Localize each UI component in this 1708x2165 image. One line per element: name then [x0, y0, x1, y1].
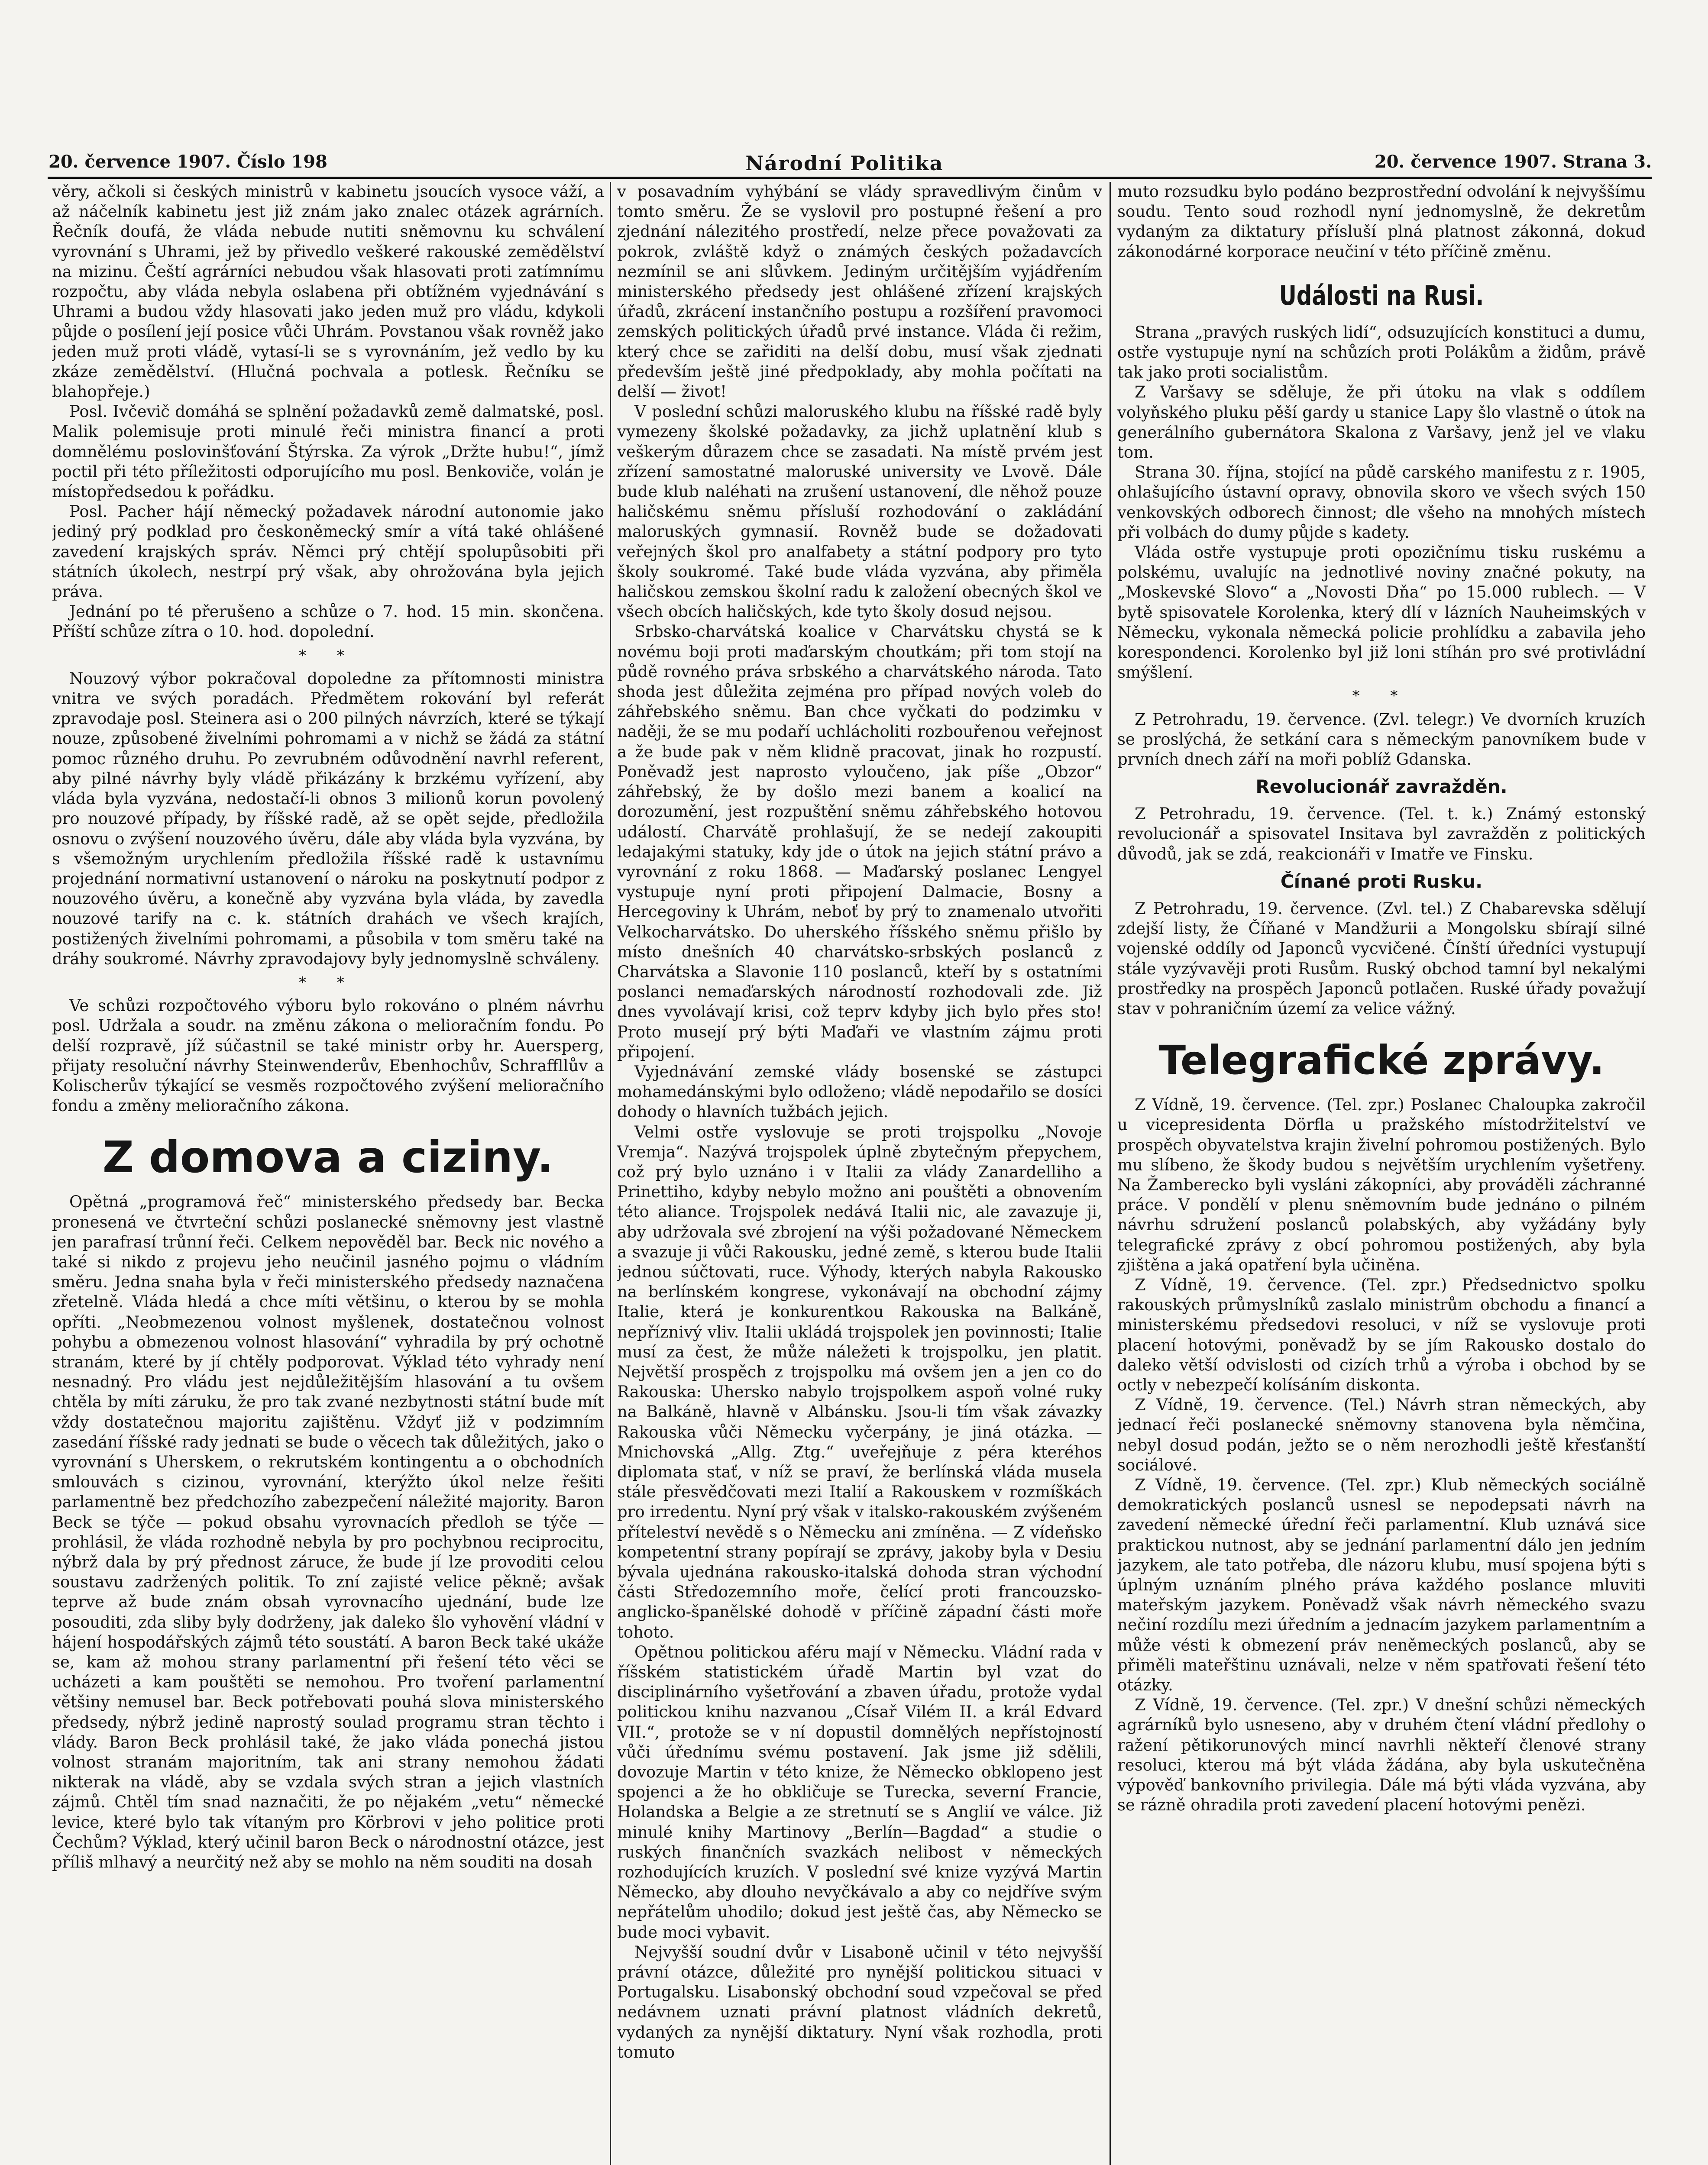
- section-separator: * *: [299, 973, 357, 991]
- article-paragraph: Z Vídně, 19. července. (Tel. zpr.) V dnešní schůzi německých agrárníků bylo usneseno, aby v druhém čtení vládní předlohy o ražení pětikorunových mincí navrhli někteří členové strany resoluci, kterou má být vláda žádána, aby byla uskutečněna výpověď bankovního privilegia. Dále má býti vláda vyzvána, aby se rázně ohradila proti zavedení placení hotovými penězi.: [1117, 1696, 1646, 1815]
- article-paragraph: Vláda ostře vystupuje proti opozičnímu tisku ruskému a polskému, uvalujíc na jednotlivé noviny značné pokuty, na „Moskevské Slovo“ a „Novosti Dňa“ po 15.000 rublech. — V bytě spisovatele Korolenka, který dlí v lázních Nauheimských v Německu, vykonala německá policie prohlídku a zabavila jeho korespondenci. Korolenko byl již loni stíhán pro své protivládní smýšlení.: [1117, 543, 1646, 682]
- column-2: [617, 182, 1102, 2165]
- article-paragraph: Z Varšavy se sděluje, že při útoku na vlak s oddílem volyňského pluku pěší gardy u stanice Lapy šlo vlastně o útok na generálního gubernátora Skalona z Varšavy, jenž jel ve vlaku tom.: [1117, 383, 1646, 462]
- article-paragraph: V poslední schůzi maloruského klubu na říšské radě byly vymezeny školské požadavky, za jichž uplatnění klub s veškerým důrazem chce se zasadati. Na místě prvém jest zřízení samostatné maloruské university ve Lvově. Dále bude klub naléhati na zrušení ustanovení, dle něhož pouze haličskému sněmu přísluší rozhodování o zakládání maloruských gymnasií. Rovněž bude se dožadovati veřejných škol pro analfabety a státní podpory pro tyto školy soukromé. Také bude vláda vyzvána, aby přiměla haličskou zemskou školní radu k založení obecných škol ve všech obcích haličských, kde tyto školy dosud nejsou.: [617, 402, 1102, 621]
- article-paragraph: Srbsko-charvátská koalice v Charvátsku chystá se k novému boji proti maďarským choutkám; při tom stojí na půdě rovného práva srbského a charvátského národa. Tato shoda jest důležita zejména pro případ nových voleb do záhřebského sněmu. Ban chce vyčkati do podzimku v naději, že se mu podaří uchlácholiti rozbouřenou veřejnost a že bude pak v něm klidně pracovat, jinak ho rozpustí. Poněvadž jest naprosto vyloučeno, jak píše „Obzor“ záhřebský, že by došlo mezi banem a koalicí na dorozumění, jest rozpuštění sněmu záhřebského hotovou událostí. Charvátě prohlašují, že se nedejí zakoupiti ledajakými statuky, kdy jde o útok na jejich státní právo a vyrovnání z roku 1868. — Maďarský poslanec Lengyel vystupuje nyní proti připojení Dalmacie, Bosny a Hercegoviny k Uhrám, neboť by prý to znamenalo utvořiti Velkocharvátsko. Do uherského říšského sněmu přišlo by místo dnešních 40 charvátsko-srbských poslanců z Charvátska a Slavonie 110 poslanců, kteří by s ostatními poslanci nemaďarských národností rozhodovali zde. Již dnes vyvolávají krisi, což teprv kdyby jich bylo přes sto! Proto musejí prý býti Maďaři ve vlastním zájmu proti připojení.: [617, 622, 1102, 1061]
- subsection-heading: Čínané proti Rusku.: [1280, 870, 1483, 892]
- article-paragraph: Jednání po té přerušeno a schůze o 7. hod. 15 min. skončena. Příští schůze zítra o 10. hod. dopolední.: [52, 602, 604, 641]
- article-paragraph: Nejvyšší soudní dvůr v Lisaboně učinil v této nejvyšší právní otázce, důležité pro nynější politickou situaci v Portugalsku. Lisabonský obchodní soud vzpečoval se před nedávnem uznati právní platnost vládních dekretů, vydaných za nynější diktatury. Nyní však rozhodla, proti tomuto: [617, 1942, 1102, 2062]
- section-separator: * *: [299, 646, 357, 664]
- article-paragraph: muto rozsudku bylo podáno bezprostřední odvolání k nejvyššímu soudu. Tento soud rozhodl nyní jednomyslně, že dekretům vydaným za diktatury přísluší plná platnost zákonná, dokud zákonodárné korporace neučiní v této příčině změnu.: [1117, 182, 1646, 261]
- article-paragraph: Z Vídně, 19. července. (Tel. zpr.) Poslanec Chaloupka zakročil u vicepresidenta Dörfla u pražského místodržitelství ve prospěch obyvatelstva krajin živelní pohromou postižených. Bylo mu slíbeno, že škody budou s největším urychlením vyšetřeny. Na Žamberecko byli vysláni zákopníci, aby prováděli záchranné práce. V pondělí v plenu sněmovním bude jednáno o pilném návrhu sdružení poslanců polabských, aby vyžádány byly telegrafické zprávy z obcí pohromou postižených, aby byla zjištěna a jaká opatření byla učiněna.: [1117, 1095, 1646, 1274]
- article-paragraph: Ve schůzi rozpočtového výboru bylo rokováno o plném návrhu posl. Udržala a soudr. na změnu zákona o melioračním fondu. Po delší rozpravě, jíž súčastnil se také ministr orby hr. Auersperg, přijaty resoluční návrhy Steinwenderův, Ebenhochův, Schraffllův a Kolischerův týkající se vesměs rozpočtového zvýšení melioračního fondu a změny melioračního zákona.: [52, 996, 604, 1115]
- article-paragraph: Z Vídně, 19. července. (Tel. zpr.) Klub německých sociálně demokratických poslanců usnesl se nepodepsati návrh na zavedení německé úřední řeči parlamentní. Klub uznává sice praktickou nutnost, aby se jednání parlamentní dálo jen jedním jazykem, ale tato potřeba, dle názoru klubu, musí spojena býti s úplným uznáním plného práva každého poslance mluviti mateřským jazykem. Poněvadž však návrh německého svazu nečiní rozdílu mezi úředním a jednacím jazykem parlamentním a může vésti k obmezení práv neněmeckých poslanců, aby se přiměli mateřštinu uznávali, nelze v něm spatřovati řešení této otázky.: [1117, 1475, 1646, 1694]
- article-paragraph: Z Petrohradu, 19. července. (Zvl. tel.) Z Chabarevska sdělují zdejší listy, že Číňané v Mandžurii a Mongolsku sbírají silné vojenské oddíly od Japonců vycvičené. Čínští úředníci vystupují stále vyzývavěji proti Rusům. Ruský obchod tamní byl nekalými prostředky na prospěch Japonců potlačen. Ruské úřady považují stav v pohraničním území za velice vážný.: [1117, 899, 1646, 1018]
- column-3: [1117, 182, 1646, 2165]
- article-paragraph: Z Vídně, 19. července. (Tel. zpr.) Předsednictvo spolku rakouských průmyslníků zaslalo ministrům obchodu a financí a ministerskému předsedovi resoluci, v níž se vyslovuje proti placení hotovými, poněvadž by se jím Rakousko dostalo do daleko větší odvislosti od cizích trhů a výroba i obchod by se octly v nebezpečí kolísáním diskonta.: [1117, 1275, 1646, 1394]
- article-paragraph: Z Petrohradu, 19. července. (Tel. t. k.) Známý estonský revolucionář a spisovatel Insitava byl zavražděn z politických důvodů, jak se zdá, reakcionáři v Imatře ve Finsku.: [1117, 805, 1646, 863]
- article-paragraph: v posavadním vyhýbání se vlády spravedlivým činům v tomto směru. Že se vyslovil pro postupné řešení a pro zjednání nálezitého prostředí, nelze přece považovati za pokrok, zvláště když o známých českých požadavcích nezmínil se ani slůvkem. Jediným určitějším vyjádřením ministerského předsedy jest ohlášené zřízení krajských úřadů, zkrácení instančního postupu a rozšíření pravomoci zemských politických úřadů prvé instance. Vláda či režim, který chce se zařiditi na delší dobu, musí však zjednati především ještě jiné předpoklady, aby mohla počítati na delší — život!: [617, 182, 1102, 401]
- article-paragraph: Z Vídně, 19. července. (Tel.) Návrh stran německých, aby jednací řeči poslanecké sněmovny stanovena byla němčina, nebyl dosud podán, ježto se o něm nerozhodli ještě křesťanští sociálové.: [1117, 1396, 1646, 1474]
- section-heading: Telegrafické zprávy.: [1158, 1037, 1604, 1084]
- article-paragraph: Posl. Pacher hájí německý požadavek národní autonomie jako jediný prý podklad pro českoněmecký smír a vítá také ohlášené zavedení krajských správ. Němci prý chtějí spolupůsobiti při státních úkolech, nestrpí prý však, aby ohrožována byla jejich práva.: [52, 502, 604, 601]
- article-paragraph: Nouzový výbor pokračoval dopoledne za přítomnosti ministra vnitra ve svých poradách. Předmětem rokování byl referát zpravodaje posl. Steinera asi o 200 pilných návrzích, které se týkají nouze, způsobené živelními pohromami a v nichž se žádá za státní pomoc různého druhu. Po zevrubném odůvodnění navrhl referent, aby pilné návrhy byly vládě přikázány k brzkému vyřízení, aby vláda byla vyzvána, nedostačí-li obnos 3 milionů korun povolený pro nouzové případy, by říšské radě, až se opět sejde, předložila osnovu o zvýšení nouzového úvěru, dále aby vláda byla vyzvána, by s všemožným urychlením předložila říšské radě k ustavnímu projednání normativní ustanovení o nároku na poskytnutí podpor z nouzového úvěru, a konečně aby vyzvána byla vláda, by zavedla nouzové tarify na c. k. státních drahách ve všech krajích, postižených živelními pohromami, a působila v tom směru také na dráhy soukromé. Návrhy zpravodajovy byly jednomyslně schváleny.: [52, 669, 604, 968]
- subsection-heading: Revolucionář zavražděn.: [1255, 776, 1507, 798]
- column-divider: [610, 182, 611, 2165]
- header-rule: [48, 177, 1652, 179]
- article-paragraph: Velmi ostře vyslovuje se proti trojspolku „Novoje Vremja“. Nazývá trojspolek úplně zbytečným přepychem, což prý bylo uznáno i v Italii za vlády Zanardelliho a Prinettiho, kdyby nebylo možno ani pouštěti a obnovením této aliance. Trojspolek nedává Italii nic, ale zavazuje ji, aby udržovala své zbrojení na výši požadované Německem a svazuje ji vůči Rakousku, jedné země, s kterou bude Italii jednou súčtovati, ruce. Výhody, kterých nabyla Rakousko na berlínském kongrese, vykonávají na obchodní zájmy Italie, která je konkurentkou Rakouska na Balkáně, nepříznivý vliv. Italii ukládá trojspolek jen povinnosti; Italie musí za čest, že může náležeti k trojspolku, jen platit. Největší prospěch z trojspolku má ovšem jen a jen co do Rakouska: Uhersko nabylo trojspolkem aspoň volné ruky na Balkáně, hlavně v Albánsku. Jsou-li tím však závazky Rakouska vůči Německu vyčerpány, je jiná otázka. — Mnichovská „Allg. Ztg.“ uveřejňuje z péra kteréhos diplomata stať, v níž se praví, že berlínská vláda musela stále přesvědčovati mezi Italií a Rakouskem v rozmíškách pro irredentu. Nyní prý však v italsko-rakouském zvýšeném příteleství nevědě s o Německu ani zmíněna. — Z vídeňsko kompetentní strany popírají se zprávy, jakoby byla v Desiu bývala ujednána rakousko-italská dohoda stran východní části Středozemního moře, čelící proti francouzsko-anglicko-španělské dohodě v příčině západní části moře tohoto.: [617, 1122, 1102, 1642]
- article-paragraph: Opětnou politickou aféru mají v Německu. Vládní rada v říšském statistickém úřadě Martin byl vzat do disciplinárního vyšetřování a zbaven úřadu, protože vydal politickou knihu nazvanou „Císař Vilém II. a král Edvard VII.“, protože se v ní dopustil domnělých nepřístojností vůči úřednímu svému postavení. Jak jsme již sdělili, dovozuje Martin v této knize, že Německo obklopeno jest spojenci a že ho obkličuje se Turecka, severní Francie, Holandska a Belgie a ze stretnutí se s Anglií ve válce. Již minulé knihy Martinovy „Berlín—Bagdad“ a studie o ruských finančních svazkách nelibost v německých rozhodujících kruzích. V poslední své knize vyzývá Martin Německo, aby dlouho nevyčkávalo a aby co nejdříve svým nepřátelům uhodilo; dokud jest ještě čas, aby Německo se bude moci vybavit.: [617, 1642, 1102, 1942]
- column-1: [52, 182, 604, 2165]
- section-heading: Z domova a ciziny.: [102, 1132, 554, 1183]
- article-paragraph: věry, ačkoli si českých ministrů v kabinetu jsoucích vysoce váží, a až náčelník kabinetu jest již znám jako znalec otázek agrárních. Řečník doufá, že vláda nebude nutiti sněmovnu ku schválení vyrovnání s Uhrami, jež by přivedlo veškeré rakouské zemědělství na mizinu. Čeští agrárníci nebudou však hlasovati proti zatímnímu rozpočtu, aby vláda nebyla oslabena při obtížném vyjednávání s Uhrami a budou vždy hlasovati jako jeden muž pro vládu, kdykoli půjde o posílení její posice vůči Uhrám. Povstanou však rovněž jako jeden muž proti vládě, vytasí-li se s vyrovnáním, jež vedlo by ku zkáze zemědělství. (Hlučná pochvala a potlesk. Řečníku se blahopřeje.): [52, 182, 604, 401]
- article-paragraph: Opětná „programová řeč“ ministerského předsedy bar. Becka pronesená ve čtvrteční schůzi poslanecké sněmovny jest vlastně jen parafrasí trůnní řeči. Celkem nepověděl bar. Beck nic nového a také si nikdo z projevu jeho neučinil jasného pojmu o vládním směru. Jedna snaha byla v řeči ministerského předsedy naznačena zřetelně. Vláda hledá a chce míti většinu, o kterou by se mohla opříti. „Neobmezenou volnost myšlenek, dostatečnou volnost pohybu a obmezenou volnost hlasování“ vyhradila by prý ochotně stranám, které by jí chtěly podporovat. Výklad této vyhrady není nesnadný. Pro vládu jest nejdůležitějším hlasování a tu ovšem chtěla by míti záruku, že pro tak zvané nezbytnosti státní bude mít vždy dostatečnou majoritu zajištěnu. Vždyť již v podzimním zasedání říšské rady jednati se bude o věcech tak důležitých, jako o vyrovnání s Uherskem, o rekrutském kontingentu a o obchodních smlouvách s cizinou, vyrovnání, kterýžto úkol nelze řešiti parlamentně bez předchozího zabezpečení náležité majority. Baron Beck se týče — pokud obsahu vyrovnacích předloh se týče — prohlásil, že vláda rozhodně nebyla by pro pochybnou reciprocitu, nýbrž dala by prý přednost záruce, že bude jí lze provoditi celou soustavu zadržených politik. To zní zajisté velice pěkně; avšak teprve až bude znám obsah vyrovnacího ujednání, bude lze posouditi, zda sliby byly dodrženy, jak daleko šlo vyhovění vládní v hájení hospodářských zájmů této soustátí. A baron Beck také ukáže se, kam až mohou strany parlamentní při řešení této věci se ucházeti a kam pouštěti se nemohou. Pro tvoření parlamentní většiny nemusel bar. Beck potřebovati pouhá slova ministerského předsedy, nýbrž jedině naprostý soulad programu stran těchto i vlády. Baron Beck prohlásil také, že jako vláda ponechá jistou volnost stranám majoritním, tak ani strany nemohou žádati nikterak na vládě, aby se vzdala svých stran a jejich vlastních zájmů. Chtěl tím snad naznačiti, že po nějakém „vetu“ německé levice, které bylo tak vítaným pro Körbrovi v jeho politice proti Čechům? Výklad, který učinil baron Beck o národnostní otázce, jest příliš mlhavý a neurčitý než aby se mohlo na něm souditi na dosah: [52, 1192, 604, 1872]
- column-divider: [1110, 182, 1111, 2165]
- article-paragraph: Strana „pravých ruských lidí“, odsuzujících konstituci a dumu, ostře vystupuje nyní na schůzích proti Polákům a židům, právě tak jako proti socialistům.: [1117, 323, 1646, 382]
- section-separator: * *: [1352, 687, 1411, 705]
- issue-date-number: 20. července 1907. Číslo 198: [49, 152, 327, 172]
- page-date-number: 20. července 1907. Strana 3.: [1374, 152, 1652, 172]
- section-heading: Události na Rusi.: [1279, 279, 1484, 311]
- masthead-title: Národní Politika: [745, 152, 944, 175]
- article-paragraph: Posl. Ivčevič domáhá se splnění požadavků země dalmatské, posl. Malik polemisuje proti minulé řeči ministra financí a proti domnělému poslovinšťování Štýrska. Za výrok „Držte hubu!“, jímž poctil při této příležitosti odporujícího mu posl. Benkoviče, volán je místopředsedou k pořádku.: [52, 402, 604, 501]
- article-paragraph: Z Petrohradu, 19. července. (Zvl. telegr.) Ve dvorních kruzích se proslýchá, že setkání cara s německým panovníkem bude v prvních dnech září na moři poblíž Gdanska.: [1117, 710, 1646, 769]
- article-paragraph: Strana 30. října, stojící na půdě carského manifestu z r. 1905, ohlašujícího ústavní opravy, obnovila skoro ve všech svých 150 venkovských odborech činnost; dle všeho na mnohých místech při volbách do dumy půjde s kadety.: [1117, 463, 1646, 542]
- article-paragraph: Vyjednávání zemské vlády bosenské se zástupci mohamedánskými bylo odloženo; vládě nepodařilo se dosíci dohody o hlavních tužbách jejich.: [617, 1062, 1102, 1121]
